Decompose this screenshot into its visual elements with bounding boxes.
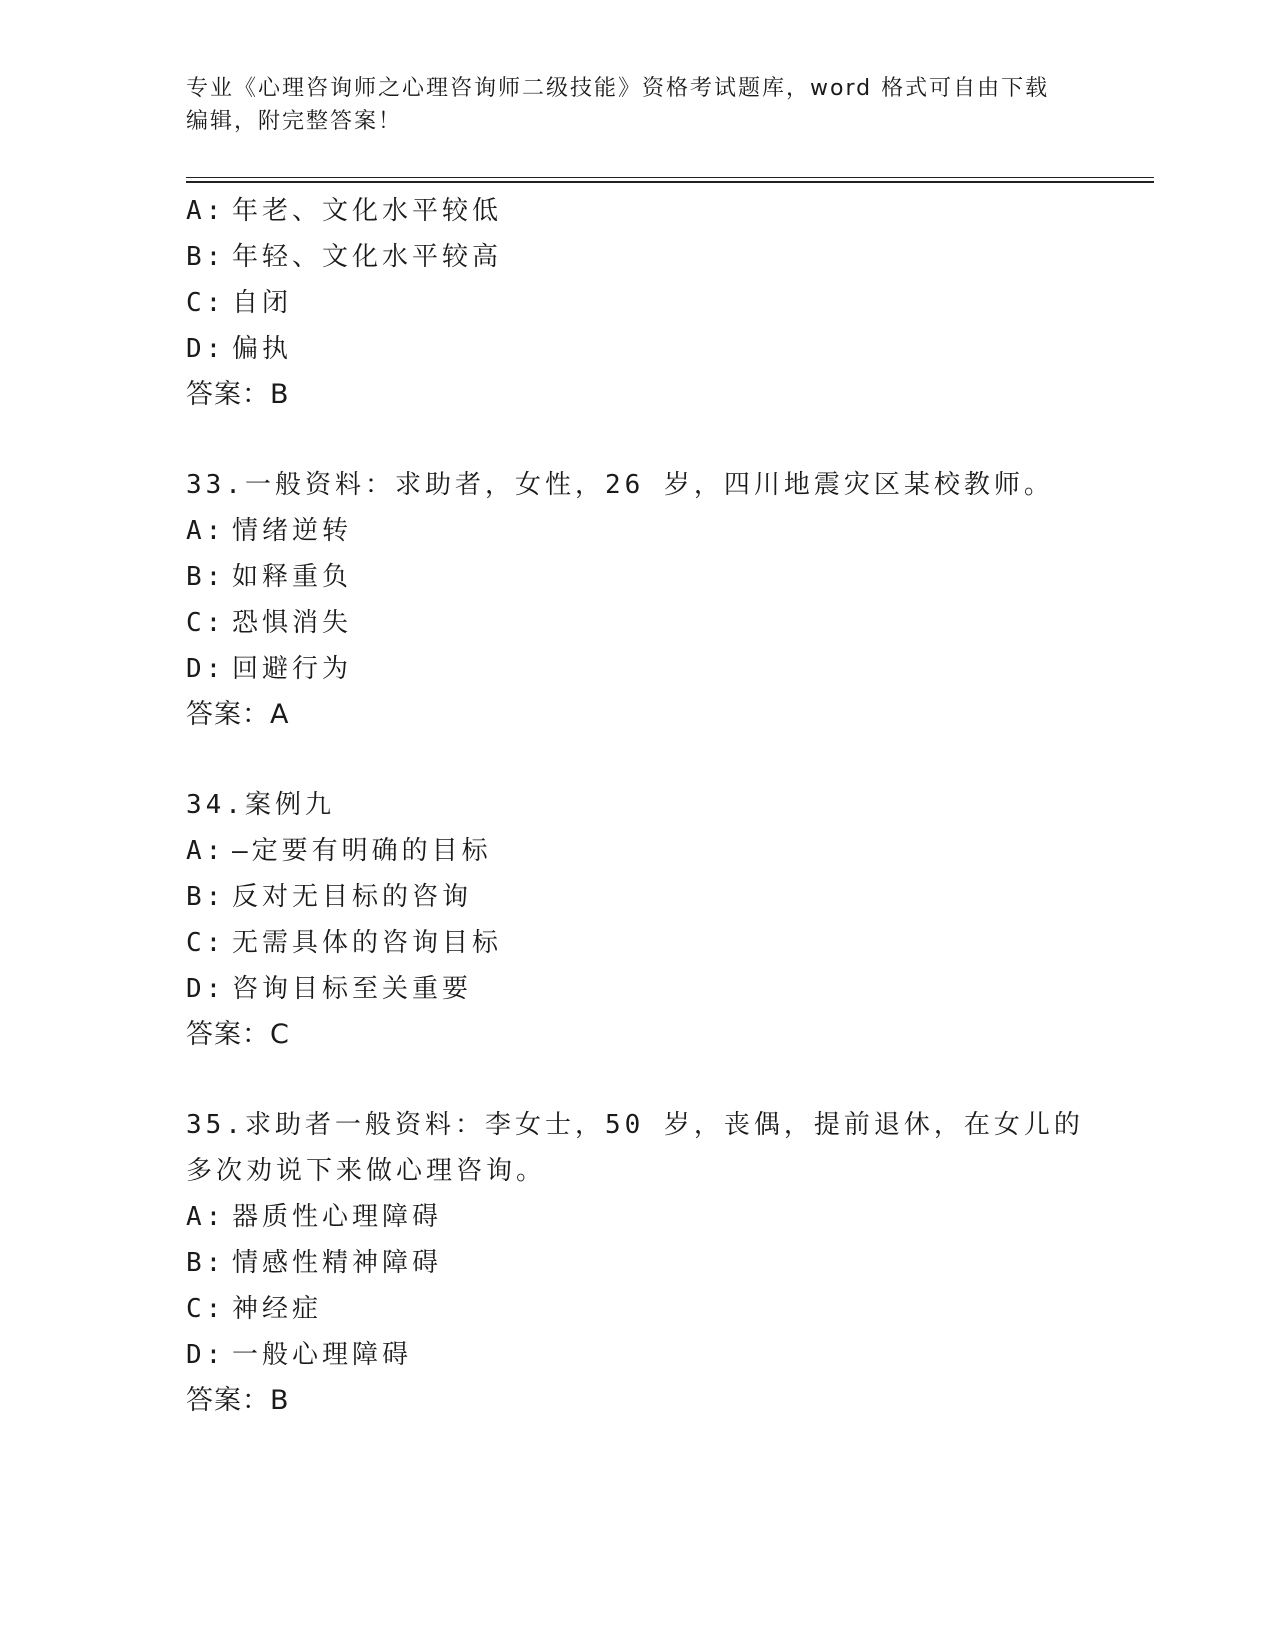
option-d: D: 咨询目标至关重要: [186, 974, 473, 1004]
answer-line: 答案：A: [186, 699, 290, 730]
question-block-33: [186, 462, 1146, 738]
document-header: [186, 72, 1086, 138]
option-c: C: 神经症: [186, 1294, 323, 1324]
option-d: D: 偏执: [186, 334, 293, 364]
option-b: B: 情感性精神障碍: [186, 1248, 443, 1278]
question-stem: 33.一般资料：求助者，女性，26 岁，四川地震灾区某校教师。: [186, 470, 1054, 500]
option-d: D: 回避行为: [186, 654, 353, 684]
option-a: A: 器质性心理障碍: [186, 1202, 443, 1232]
option-a: A: 年老、文化水平较低: [186, 196, 503, 226]
question-stem: 34.案例九: [186, 790, 335, 820]
header-divider-thin: [186, 177, 1154, 178]
header-line-2: 编辑，附完整答案！: [186, 109, 403, 134]
option-a: A: —定要有明确的目标: [186, 836, 492, 866]
option-b: B: 如释重负: [186, 562, 353, 592]
header-line-1: 专业《心理咨询师之心理咨询师二级技能》资格考试题库，word 格式可自由下载: [186, 76, 1050, 101]
header-divider-thick: [186, 181, 1154, 183]
question-stem: 35.求助者一般资料：李女士，50 岁，丧偶，提前退休，在女儿的多次劝说下来做心理咨询。: [186, 1110, 1084, 1186]
answer-line: 答案：B: [186, 379, 290, 410]
question-block-continued: [186, 188, 1146, 418]
answer-line: 答案：B: [186, 1385, 290, 1416]
question-block-35: [186, 1102, 1146, 1424]
option-a: A: 情绪逆转: [186, 516, 353, 546]
option-b: B: 反对无目标的咨询: [186, 882, 473, 912]
option-c: C: 自闭: [186, 288, 293, 318]
question-list: [186, 188, 1146, 1424]
option-c: C: 无需具体的咨询目标: [186, 928, 503, 958]
option-d: D: 一般心理障碍: [186, 1340, 413, 1370]
option-b: B: 年轻、文化水平较高: [186, 242, 503, 272]
option-c: C: 恐惧消失: [186, 608, 353, 638]
question-block-34: [186, 782, 1146, 1058]
answer-line: 答案：C: [186, 1019, 290, 1050]
